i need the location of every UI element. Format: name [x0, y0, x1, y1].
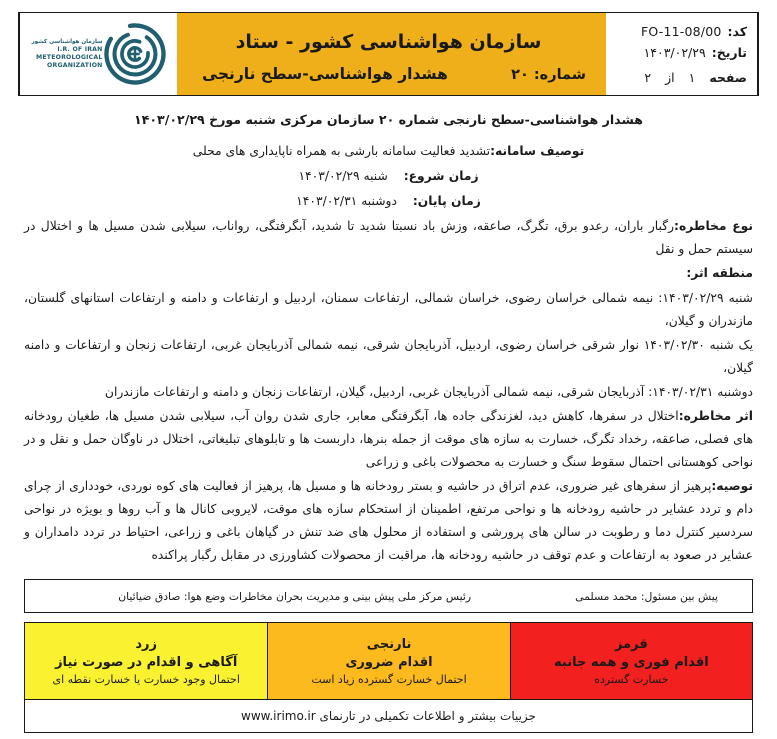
field-advice	[24, 475, 753, 567]
date-value: ۱۴۰۳/۰۲/۲۹	[643, 44, 706, 60]
footer-text	[241, 709, 536, 723]
start-time-value: شنبه ۱۴۰۳/۰۲/۲۹	[298, 169, 388, 183]
logo-wrap	[31, 23, 165, 85]
logo-text-block	[31, 38, 102, 71]
document-body	[18, 96, 759, 567]
region-line-sunday: یک شنبه ۱۴۰۳/۰۲/۳۰ نوار شرقی خراسان رضوی، اردبیل، آذربایجان شرقی، نیمه شمالی آذربایجان غربی، ارتفاعات زنجان و ارتفاعات و دامنه گیلان،	[24, 338, 753, 375]
code-value: FO-11-08/00	[640, 23, 722, 39]
severity-legend	[24, 622, 753, 700]
document-footer	[24, 700, 753, 733]
header-subtitle-row	[191, 65, 586, 83]
legend-orange-damage: احتمال خسارت گسترده زیاد است	[311, 672, 467, 686]
page-current: ۱	[688, 69, 696, 85]
system-description-label: توصیف سامانه:	[490, 144, 585, 158]
footer-url[interactable]: www.irimo.ir	[241, 709, 316, 723]
legend-red-damage: خسارت گسترده	[594, 672, 669, 686]
warning-number-label: شماره:	[533, 67, 586, 83]
header-logo-box	[19, 13, 177, 95]
header-meta-box	[606, 13, 758, 95]
start-time-label: زمان شروع:	[403, 169, 479, 183]
warning-subtitle: هشدار هواشناسی-سطح نارنجی	[202, 65, 448, 83]
system-description-value: تشدید فعالیت سامانه بارشی به همراه ناپایداری های محلی	[192, 144, 491, 158]
page-label: صفحه	[709, 69, 747, 85]
legend-orange-action: اقدام ضروری	[345, 654, 433, 670]
legend-yellow-damage: احتمال وجود خسارت یا خسارت نقطه ای	[52, 672, 240, 686]
code-label: کد:	[727, 23, 747, 39]
date-label: تاریخ:	[711, 44, 747, 60]
logo-line-3: ORGANIZATION	[47, 62, 103, 70]
forecaster-name: محمد مسلمی	[575, 589, 638, 603]
legend-orange-name: نارنجی	[366, 636, 412, 652]
legend-cell-yellow	[25, 623, 267, 699]
forecaster-signature	[575, 590, 752, 603]
logo-line-fa: سازمان هواشناسی کشور	[31, 38, 103, 45]
field-hazard-effect	[24, 405, 753, 474]
field-start-time	[24, 165, 753, 187]
director-label: رئیس مرکز ملی پیش بینی و مدیریت بحران مخاطرات وضع هوا:	[183, 589, 472, 603]
document-header	[18, 12, 759, 96]
advice-value: پرهیز از سفرهای غیر ضروری، عدم اتراق در حاشیه و بستر رودخانه ها و مسیل ها، پرهیز از فعالیت های کوه نوردی، خودداری از چرای دام و تردد عشایر در حاشیه رودخانه ها و نواحی مرتفع، اطمینان از استحکام سازه های موقت، لایروبی کانال ها و آب روها و بویژه در نواحی سردسیر کنترل دما و رطوبت در سالن های پرورشی و استفاده از محلول های ضد تنش در گیاهان باغی و زراعی، احتیاط در تردد دامداران و عشایر در صعود به ارتفاعات و عدم توقف در حاشیه رودخانه ها، مراقبت از محصولات کشاورزی در مقابل رگبار پراکنده	[24, 479, 753, 562]
legend-cell-red	[510, 623, 752, 699]
field-region-label	[24, 262, 753, 284]
meta-row-date	[614, 45, 747, 60]
hazard-type-value: رگبار باران، رعدو برق، تگرگ، صاعقه، وزش باد نسبتا شدید تا شدید، آبگرفتگی، رواناب، سیلابی شدن مسیل ها و اختلال در سیستم حمل و نقل	[24, 219, 753, 256]
meteorological-organization-logo-icon	[104, 23, 166, 85]
warning-number	[505, 67, 586, 83]
page-total: ۲	[644, 69, 652, 85]
legend-cell-orange	[267, 623, 509, 699]
meta-row-code	[614, 24, 747, 39]
logo-line-1: I.R. OF IRAN	[57, 45, 103, 53]
legend-yellow-action: آگاهی و اقدام در صورت نیاز	[55, 654, 238, 670]
region-line-saturday: شنبه ۱۴۰۳/۰۲/۲۹: نیمه شمالی خراسان رضوی، خراسان شمالی، ارتفاعات سمنان، اردبیل و ارتفاعات و دامنه و ارتفاعات استانهای گلستان، مازندران و گیلان،	[24, 291, 753, 328]
end-time-label: زمان پایان:	[412, 194, 481, 208]
field-end-time	[24, 190, 753, 212]
region-line-monday: دوشنبه ۱۴۰۳/۰۲/۳۱: آذربایجان شرقی، نیمه شمالی آذربایجان غربی، اردبیل، گیلان، ارتفاعات زنجان و دامنه و ارتفاعات مازندران	[104, 385, 753, 399]
director-name: صادق ضیائیان	[118, 589, 181, 603]
warning-number-value: ۲۰	[511, 67, 529, 83]
document-headline: هشدار هواشناسی-سطح نارنجی شماره ۲۰ سازمان مرکزی شنبه مورخ ۱۴۰۳/۰۲/۲۹	[134, 112, 643, 127]
header-title-band	[177, 13, 606, 95]
legend-red-name: قرمز	[614, 636, 648, 652]
legend-yellow-name: زرد	[135, 636, 157, 652]
forecaster-label: پیش بین مسئول:	[640, 589, 718, 603]
meta-row-page	[614, 66, 747, 85]
footer-prefix: جزییات بیشتر و اطلاعات تکمیلی در تارنمای	[319, 709, 536, 723]
advice-label: توصیه:	[711, 479, 753, 493]
organization-title: سازمان هواشناسی کشور - ستاد	[235, 31, 542, 53]
logo-line-2: METEOROLOGICAL	[35, 54, 103, 61]
hazard-effect-label: اثر مخاطره:	[678, 409, 753, 423]
legend-red-action: اقدام فوری و همه جانبه	[554, 654, 709, 670]
end-time-value: دوشنبه ۱۴۰۳/۰۲/۳۱	[296, 194, 397, 208]
field-hazard-type	[24, 215, 753, 261]
region-label: منطقه اثر:	[686, 266, 753, 280]
director-signature	[118, 590, 575, 603]
signature-bar	[24, 579, 753, 613]
page-of-label: از	[665, 69, 675, 85]
field-system-description	[24, 140, 753, 162]
hazard-effect-value: اختلال در سفرها، کاهش دید، لغزندگی جاده ها، آبگرفتگی معابر، جاری شدن روان آب، سیلابی شدن مسیل ها، طغیان رودخانه های فصلی، صاعقه، رخداد تگرگ، خسارت به سازه های موقت از جمله بنرها، داربست ها و تابلوهای تبلیغاتی، اختلال در ناوگان حمل و نقل و در نواحی کوهستانی احتمال سقوط سنگ و خسارت به محصولات باغی و زراعی	[24, 409, 753, 469]
hazard-type-label: نوع مخاطره:	[674, 219, 753, 233]
